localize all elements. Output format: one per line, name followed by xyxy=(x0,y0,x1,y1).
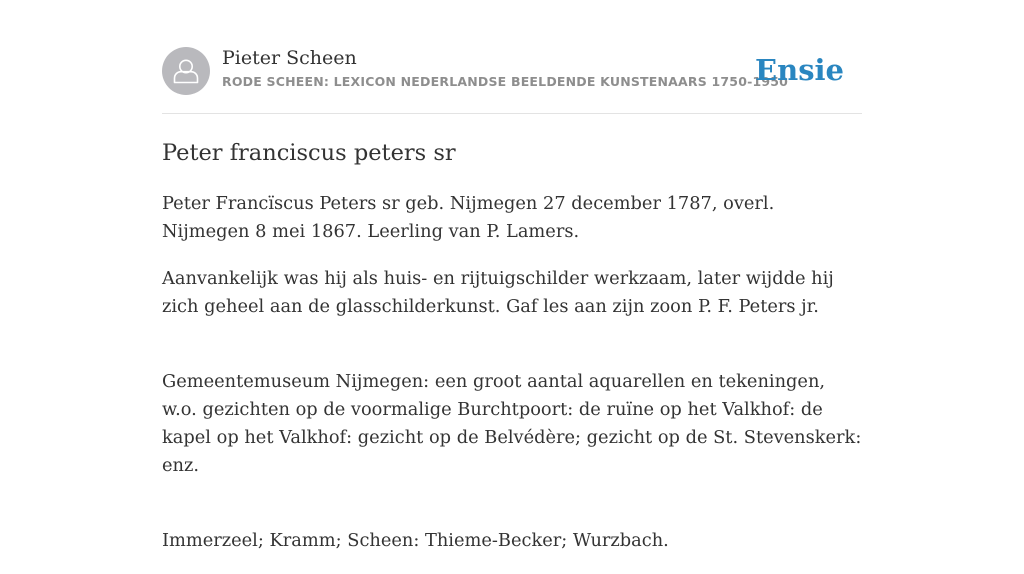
paragraph-references: Immerzeel; Kramm; Scheen: Thieme-Becker; Wurzbach. xyxy=(162,530,669,551)
article-body xyxy=(162,190,862,574)
author-name[interactable]: Pieter Scheen xyxy=(222,47,357,69)
article-title: Peter franciscus peters sr xyxy=(162,140,456,166)
paragraph-biography: Peter Francïscus Peters sr geb. Nijmegen 27 december 1787, overl. Nijmegen 8 mei 1867. Leerling van P. Lamers. xyxy=(162,193,775,242)
source-label[interactable]: RODE SCHEEN: LEXICON NEDERLANDSE BEELDENDE KUNSTENAARS 1750-1950 xyxy=(222,74,789,89)
brand-logo[interactable]: Ensie xyxy=(755,53,844,87)
user-outline-icon xyxy=(162,47,210,95)
avatar[interactable] xyxy=(162,47,210,95)
paragraph-career: Aanvankelijk was hij als huis- en rijtuigschilder werkzaam, later wijdde hij zich geheel aan de glasschilderkunst. Gaf les aan zijn zoon P. F. Peters jr. xyxy=(162,268,834,317)
paragraph-spacer xyxy=(162,499,862,527)
paragraph-spacer xyxy=(162,340,862,368)
header-divider xyxy=(162,113,862,114)
paragraph-collections: Gemeentemuseum Nijmegen: een groot aantal aquarellen en tekeningen, w.o. gezichten op de voormalige Burchtpoort: de ruïne op het Valkhof: de kapel op het Valkhof: gezicht op de Belvédère; gezicht op de St. Stevenskerk: enz. xyxy=(162,371,862,476)
article-header xyxy=(162,46,862,96)
